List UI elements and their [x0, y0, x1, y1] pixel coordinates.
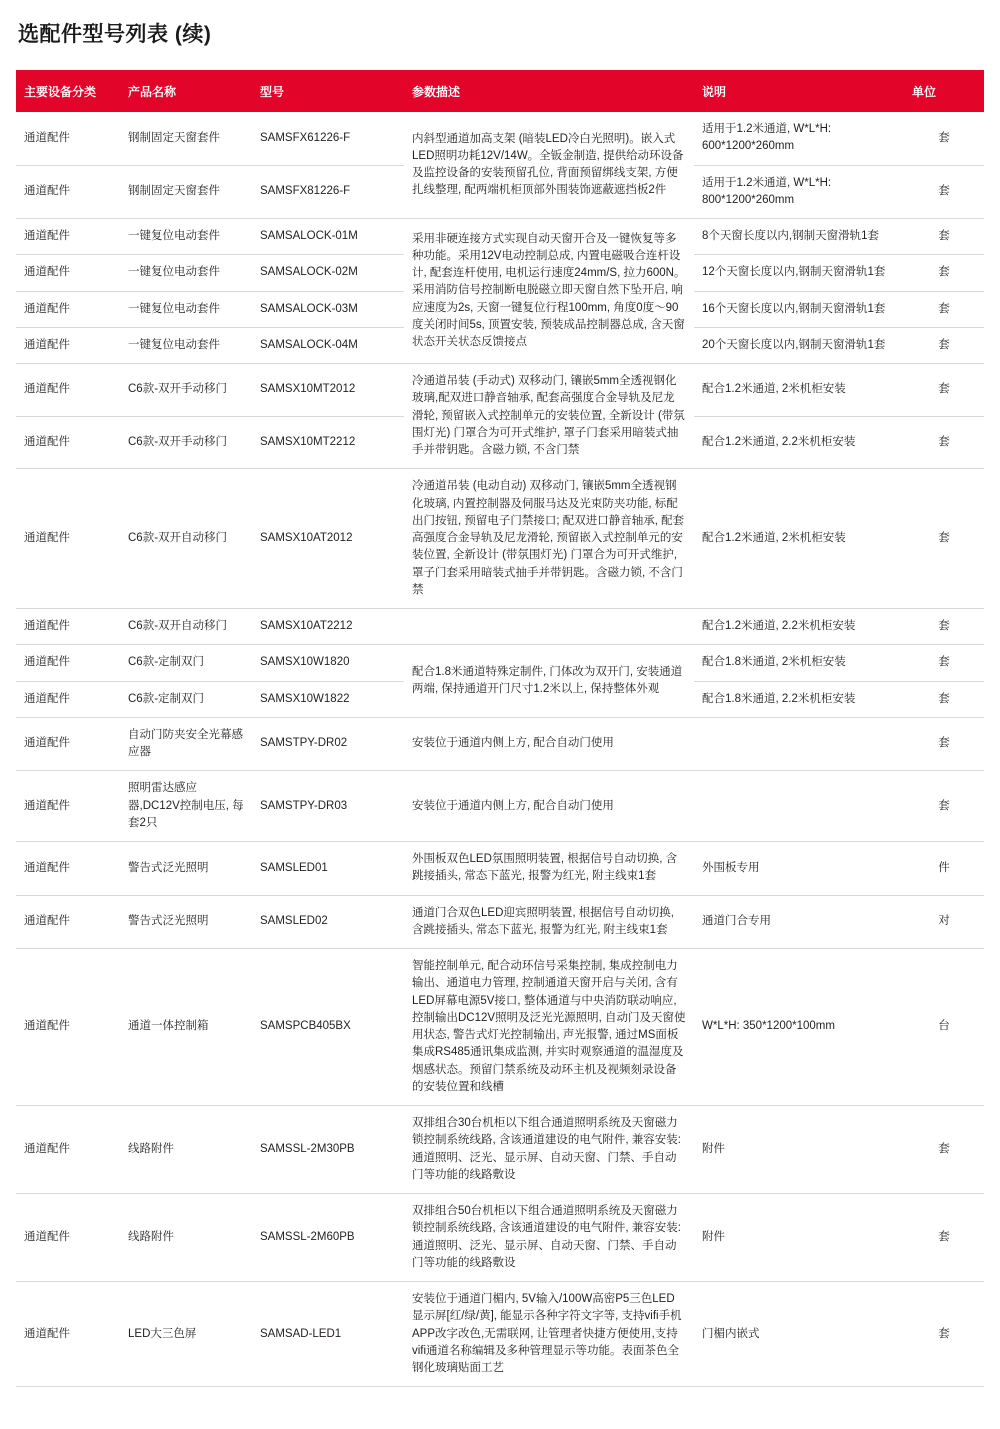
column-header-model: 型号 — [252, 70, 404, 112]
cell-note: 8个天窗长度以内,钢制天窗滑轨1套 — [694, 219, 904, 255]
cell-note: 12个天窗长度以内,钢制天窗滑轨1套 — [694, 255, 904, 291]
table-header — [16, 70, 984, 112]
cell-product-name: 通道一体控制箱 — [120, 949, 252, 1106]
table-row — [16, 609, 984, 645]
cell-category: 通道配件 — [16, 609, 120, 645]
cell-note — [694, 717, 904, 771]
table-row — [16, 645, 984, 681]
cell-description: 冷通道吊装 (电动自动) 双移动门, 镶嵌5mm全透视钢化玻璃, 内置控制器及伺服马达及光束防夹功能, 标配出门按钮, 预留电子门禁接口; 配双进口静音轴承, 配套高强度合金导轨及尼龙滑轮, 预留嵌入式控制单元的安装位置, 全新设计 (带氛围灯光) 门罩合为可开式维护, 罩子门套采用暗装式抽手并带钥匙。含磁力锁, 不含门禁 — [404, 469, 694, 609]
cell-note: 配合1.2米通道, 2米机柜安装 — [694, 364, 904, 417]
cell-unit: 套 — [904, 1194, 984, 1282]
cell-product-name: 一键复位电动套件 — [120, 291, 252, 327]
cell-product-name: C6款-双开手动移门 — [120, 416, 252, 469]
page-title: 选配件型号列表 (续) — [18, 23, 212, 46]
cell-description: 配合1.8米通道特殊定制件, 门体改为双开门, 安装通道两端, 保持通道开门尺寸1.2米以上, 保持整体外观 — [404, 645, 694, 718]
cell-unit: 套 — [904, 416, 984, 469]
cell-product-name: 线路附件 — [120, 1106, 252, 1194]
cell-description: 内斜型通道加高支架 (暗装LED冷白光照明)。嵌入式LED照明功耗12V/14W。全钣金制造, 提供给动环设备及监控设备的安装预留孔位, 背面预留绑线支架, 方便扎线整理, 配两端机柜顶部外围装饰遮蔽遮挡板2件 — [404, 112, 694, 219]
cell-note: 配合1.2米通道, 2米机柜安装 — [694, 469, 904, 609]
document-page — [0, 18, 1000, 1429]
cell-category: 通道配件 — [16, 1106, 120, 1194]
cell-product-name: C6款-定制双门 — [120, 645, 252, 681]
table-row — [16, 895, 984, 949]
cell-product-name: 照明雷达感应器,DC12V控制电压, 每套2只 — [120, 771, 252, 842]
cell-category: 通道配件 — [16, 416, 120, 469]
cell-model: SAMSFX81226-F — [252, 165, 404, 219]
cell-category: 通道配件 — [16, 364, 120, 417]
cell-category: 通道配件 — [16, 681, 120, 717]
cell-note: 16个天窗长度以内,钢制天窗滑轨1套 — [694, 291, 904, 327]
cell-unit: 套 — [904, 645, 984, 681]
cell-product-name: 线路附件 — [120, 1194, 252, 1282]
cell-category: 通道配件 — [16, 645, 120, 681]
cell-description: 外围板双色LED氛围照明装置, 根据信号自动切换, 含跳接插头, 常态下蓝光, 报警为红光, 附主线束1套 — [404, 842, 694, 896]
cell-model: SAMSPCB405BX — [252, 949, 404, 1106]
cell-model: SAMSX10MT2012 — [252, 364, 404, 417]
cell-description: 通道门合双色LED迎宾照明装置, 根据信号自动切换, 含跳接插头, 常态下蓝光, 报警为红光, 附主线束1套 — [404, 895, 694, 949]
cell-model: SAMSLED02 — [252, 895, 404, 949]
cell-note: 附件 — [694, 1194, 904, 1282]
cell-model: SAMSFX61226-F — [252, 112, 404, 165]
cell-product-name: C6款-双开自动移门 — [120, 469, 252, 609]
table-row — [16, 1282, 984, 1387]
cell-unit: 套 — [904, 291, 984, 327]
cell-category: 通道配件 — [16, 1194, 120, 1282]
cell-unit: 对 — [904, 895, 984, 949]
cell-product-name: 自动门防夹安全光幕感应器 — [120, 717, 252, 771]
cell-category: 通道配件 — [16, 219, 120, 255]
cell-unit: 套 — [904, 771, 984, 842]
table-row — [16, 949, 984, 1106]
table-row — [16, 771, 984, 842]
cell-category: 通道配件 — [16, 469, 120, 609]
cell-unit: 套 — [904, 609, 984, 645]
cell-description: 安装位于通道内侧上方, 配合自动门使用 — [404, 717, 694, 771]
cell-model: SAMSAD-LED1 — [252, 1282, 404, 1387]
cell-unit: 套 — [904, 1282, 984, 1387]
cell-category: 通道配件 — [16, 1282, 120, 1387]
cell-category: 通道配件 — [16, 842, 120, 896]
cell-category: 通道配件 — [16, 327, 120, 363]
cell-unit: 套 — [904, 717, 984, 771]
table-row — [16, 364, 984, 417]
cell-category: 通道配件 — [16, 165, 120, 219]
cell-model: SAMSALOCK-03M — [252, 291, 404, 327]
cell-note: 配合1.8米通道, 2米机柜安装 — [694, 645, 904, 681]
cell-note: 适用于1.2米通道, W*L*H: 600*1200*260mm — [694, 112, 904, 165]
cell-model: SAMSALOCK-02M — [252, 255, 404, 291]
cell-model: SAMSTPY-DR03 — [252, 771, 404, 842]
cell-unit: 件 — [904, 842, 984, 896]
column-header-description: 参数描述 — [404, 70, 694, 112]
table-row — [16, 219, 984, 255]
cell-product-name: 一键复位电动套件 — [120, 255, 252, 291]
cell-unit: 套 — [904, 255, 984, 291]
cell-unit: 套 — [904, 112, 984, 165]
cell-category: 通道配件 — [16, 895, 120, 949]
column-header-category: 主要设备分类 — [16, 70, 120, 112]
cell-model: SAMSX10W1822 — [252, 681, 404, 717]
cell-note: 门楣内嵌式 — [694, 1282, 904, 1387]
column-header-note: 说明 — [694, 70, 904, 112]
cell-note: 配合1.2米通道, 2.2米机柜安装 — [694, 609, 904, 645]
cell-category: 通道配件 — [16, 255, 120, 291]
cell-unit: 套 — [904, 327, 984, 363]
cell-product-name: LED大三色屏 — [120, 1282, 252, 1387]
table-header-row — [16, 70, 984, 112]
cell-description: 智能控制单元, 配合动环信号采集控制, 集成控制电力输出、通道电力管理, 控制通道天窗开启与关闭, 含有LED屏幕电源5V接口, 整体通道与中央消防联动响应, 控制输出DC12V照明及泛光光源照明, 自动门及天窗使用状态, 警告式灯光控制输出, 声光报警, 通过MS面板集成RS485通讯集成监测, 并实时观察通道的温湿度及烟感状态。预留门禁系统及动环主机及视频刻录设备的安装位置和线槽 — [404, 949, 694, 1106]
table-body — [16, 112, 984, 1387]
cell-unit: 套 — [904, 165, 984, 219]
cell-model: SAMSSL-2M60PB — [252, 1194, 404, 1282]
cell-product-name: 一键复位电动套件 — [120, 327, 252, 363]
cell-model: SAMSX10W1820 — [252, 645, 404, 681]
cell-category: 通道配件 — [16, 717, 120, 771]
cell-model: SAMSALOCK-01M — [252, 219, 404, 255]
cell-description: 采用非硬连接方式实现自动天窗开合及一键恢复等多种功能。采用12V电动控制总成, 内置电磁吸合连杆设计, 配套连杆使用, 电机运行速度24mm/S, 拉力600N。采用消防信号控制断电脱磁立即天窗自然下坠开启, 响应速度为2s, 天窗一键复位行程100mm, 角度0度～90度关闭时间5s, 顶置安装, 预装成品控制器总成, 含天窗状态开关状态反馈接点 — [404, 219, 694, 364]
cell-category: 通道配件 — [16, 291, 120, 327]
column-header-unit: 单位 — [904, 70, 984, 112]
cell-unit: 套 — [904, 1106, 984, 1194]
cell-product-name: C6款-定制双门 — [120, 681, 252, 717]
cell-note: 外围板专用 — [694, 842, 904, 896]
cell-model: SAMSX10AT2212 — [252, 609, 404, 645]
cell-note: 附件 — [694, 1106, 904, 1194]
cell-category: 通道配件 — [16, 949, 120, 1106]
table-row — [16, 469, 984, 609]
cell-product-name: 警告式泛光照明 — [120, 895, 252, 949]
cell-product-name: 钢制固定天窗套件 — [120, 112, 252, 165]
cell-description: 安装位于通道内侧上方, 配合自动门使用 — [404, 771, 694, 842]
cell-unit: 台 — [904, 949, 984, 1106]
cell-description: 双排组合50台机柜以下组合通道照明系统及天窗磁力锁控制系统线路, 含该通道建设的电气附件, 兼容安装: 通道照明、泛光、显示屏、自动天窗、门禁、手自动门等功能的线路敷设 — [404, 1194, 694, 1282]
cell-note: 通道门合专用 — [694, 895, 904, 949]
cell-model: SAMSX10AT2012 — [252, 469, 404, 609]
cell-description: 安装位于通道门楣内, 5V输入/100W高密P5三色LED显示屏[红/绿/黄], 能显示各种字符文字等, 支持vifi手机APP改字改色,无需联网, 让管理者快捷方便使用,支持vifi通道名称编辑及多种管理显示等功能。表面茶色全钢化玻璃贴面工艺 — [404, 1282, 694, 1387]
cell-model: SAMSALOCK-04M — [252, 327, 404, 363]
spec-table — [16, 70, 984, 1387]
cell-note: 配合1.2米通道, 2.2米机柜安装 — [694, 416, 904, 469]
table-row — [16, 1194, 984, 1282]
cell-note: 20个天窗长度以内,钢制天窗滑轨1套 — [694, 327, 904, 363]
table-row — [16, 842, 984, 896]
cell-note — [694, 771, 904, 842]
cell-product-name: C6款-双开自动移门 — [120, 609, 252, 645]
cell-model: SAMSLED01 — [252, 842, 404, 896]
table-row — [16, 112, 984, 165]
cell-model: SAMSX10MT2212 — [252, 416, 404, 469]
cell-model: SAMSSL-2M30PB — [252, 1106, 404, 1194]
cell-unit: 套 — [904, 219, 984, 255]
cell-model: SAMSTPY-DR02 — [252, 717, 404, 771]
table-row — [16, 717, 984, 771]
cell-product-name: C6款-双开手动移门 — [120, 364, 252, 417]
cell-category: 通道配件 — [16, 771, 120, 842]
cell-product-name: 钢制固定天窗套件 — [120, 165, 252, 219]
cell-unit: 套 — [904, 469, 984, 609]
cell-note: 配合1.8米通道, 2.2米机柜安装 — [694, 681, 904, 717]
cell-product-name: 警告式泛光照明 — [120, 842, 252, 896]
table-row — [16, 1106, 984, 1194]
cell-unit: 套 — [904, 681, 984, 717]
cell-description: 冷通道吊装 (手动式) 双移动门, 镶嵌5mm全透视钢化玻璃,配双进口静音轴承, 配套高强度合金导轨及尼龙滑轮, 预留嵌入式控制单元的安装位置, 全新设计 (带氛围灯光) 门罩合为可开式维护, 罩子门套采用暗装式抽手并带钥匙。含磁力锁, 不含门禁 — [404, 364, 694, 469]
cell-description — [404, 609, 694, 645]
cell-product-name: 一键复位电动套件 — [120, 219, 252, 255]
cell-description: 双排组合30台机柜以下组合通道照明系统及天窗磁力锁控制系统线路, 含该通道建设的电气附件, 兼容安装: 通道照明、泛光、显示屏、自动天窗、门禁、手自动门等功能的线路敷设 — [404, 1106, 694, 1194]
cell-unit: 套 — [904, 364, 984, 417]
column-header-product-name: 产品名称 — [120, 70, 252, 112]
cell-note: 适用于1.2米通道, W*L*H: 800*1200*260mm — [694, 165, 904, 219]
cell-note: W*L*H: 350*1200*100mm — [694, 949, 904, 1106]
cell-category: 通道配件 — [16, 112, 120, 165]
